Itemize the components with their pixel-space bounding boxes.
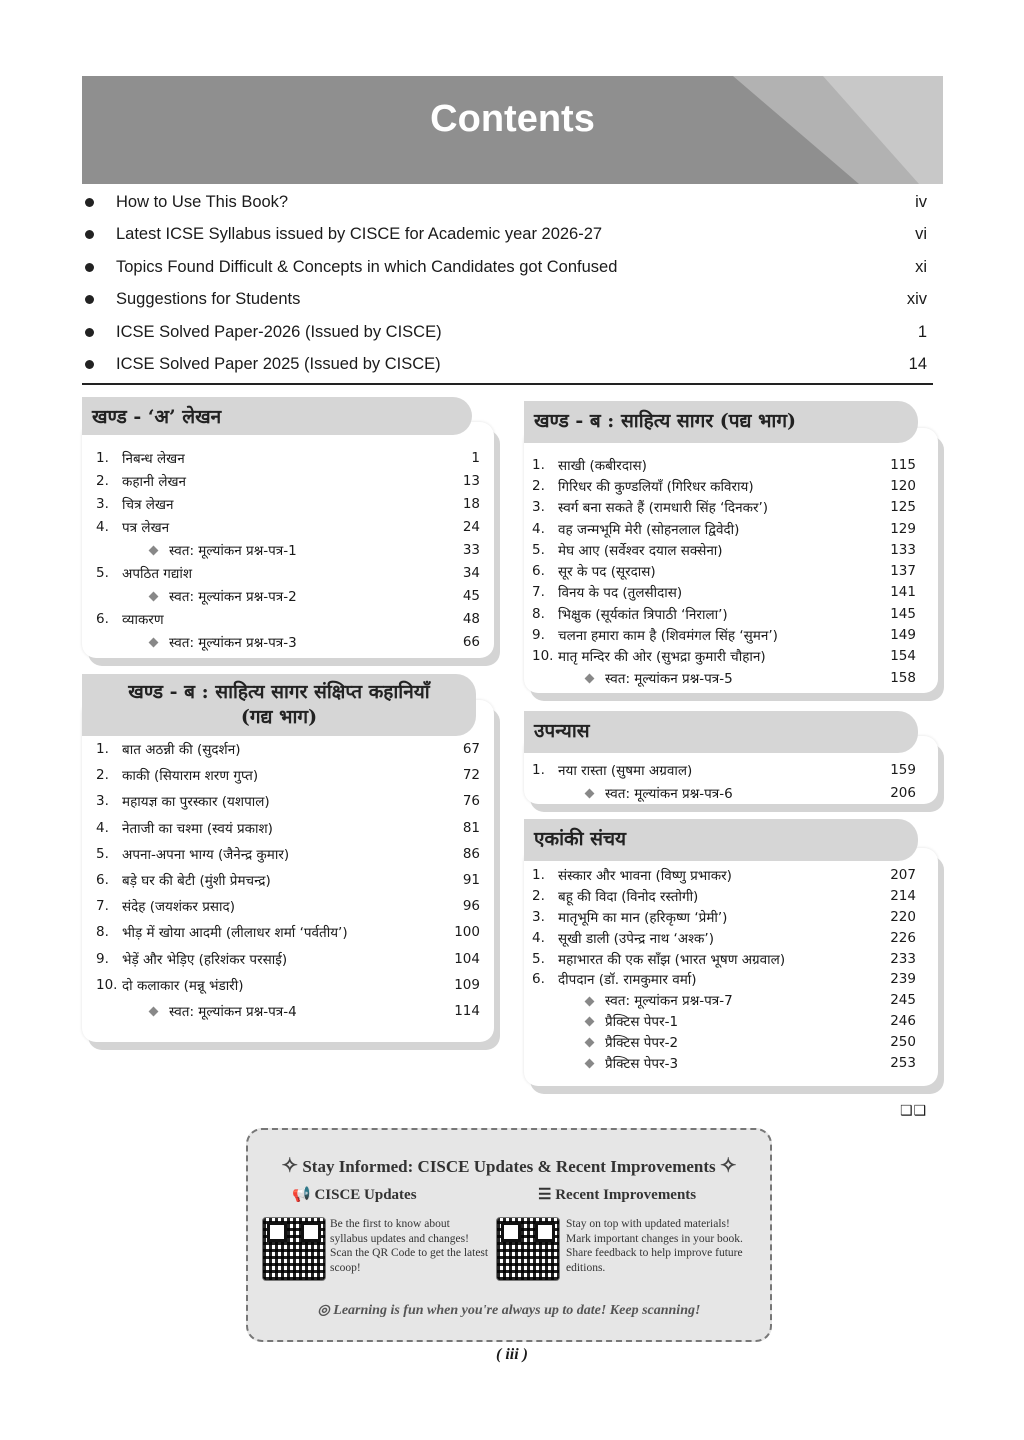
toc-item-number: 3. [532, 908, 545, 925]
intro-item-page: 14 [908, 355, 927, 374]
promo-title: Stay Informed: CISCE Updates & Recent Improvements [302, 1157, 716, 1176]
toc-item-page: 214 [890, 888, 916, 905]
diamond-bullet-icon [585, 1059, 595, 1069]
toc-item-title [122, 587, 446, 605]
toc-item-page: 86 [462, 845, 480, 862]
toc-item-page: 33 [462, 541, 480, 558]
divider [82, 383, 933, 385]
toc-item-number: 6. [532, 971, 545, 988]
toc-item-number: 8. [96, 924, 109, 941]
toc-item-label: अपना-अपना भाग्य (जैनेन्द्र कुमार) [122, 846, 290, 863]
intro-item-page: iv [915, 192, 927, 211]
toc-item-label: प्रैक्टिस पेपर-3 [605, 1055, 679, 1072]
toc-item-page: 129 [890, 520, 916, 537]
section-ekanki-title: एकांकी संचय [524, 819, 918, 861]
toc-item[interactable] [96, 972, 480, 998]
toc-item-label: वह जन्मभूमि मेरी (सोहनलाल द्विवेदी) [558, 521, 740, 538]
toc-item-page: 81 [462, 819, 480, 836]
toc-item-number: 9. [532, 627, 545, 644]
toc-item[interactable] [96, 841, 480, 867]
cisce-updates-text: Be the first to know about syllabus updates and changes! Scan the QR Code to get the latest scoop! [330, 1218, 489, 1274]
toc-item-label: स्वत: मूल्यांकन प्रश्न-पत्र-6 [605, 785, 733, 802]
toc-item-page: 67 [462, 741, 480, 758]
toc-item-label: नया रास्ता (सुषमा अग्रवाल) [558, 762, 693, 779]
toc-item-number: 9. [96, 950, 109, 967]
toc-item-label: स्वत: मूल्यांकन प्रश्न-पत्र-7 [605, 993, 733, 1010]
toc-item[interactable] [96, 788, 480, 814]
diamond-bullet-icon [585, 1038, 595, 1048]
toc-item-label: कहानी लेखन [122, 473, 187, 490]
toc-item-number: 3. [96, 793, 109, 810]
intro-item[interactable] [82, 284, 933, 317]
toc-item-number: 4. [532, 929, 545, 946]
toc-item[interactable] [532, 603, 916, 624]
toc-item-number: 4. [532, 520, 545, 537]
toc-item-label: महाभारत की एक साँझ (भारत भूषण अग्रवाल) [558, 951, 786, 968]
toc-item-label: भीड़ में खोया आदमी (लीलाधर शर्मा ‘पर्वतीय’) [122, 925, 348, 942]
toc-subitem[interactable] [532, 781, 916, 804]
toc-item-page: 154 [890, 648, 916, 665]
toc-item-label: संस्कार और भावना (विष्णु प्रभाकर) [558, 868, 732, 885]
toc-subitem[interactable] [532, 1031, 916, 1052]
intro-item[interactable] [82, 316, 933, 349]
toc-item-label: सूर के पद (सूरदास) [558, 564, 656, 581]
toc-item-number: 2. [96, 767, 109, 784]
toc-item-page: 48 [462, 610, 480, 627]
toc-subitem[interactable] [96, 538, 480, 561]
toc-item-label: संदेह (जयशंकर प्रसाद) [122, 899, 235, 916]
toc-item-page: 145 [890, 605, 916, 622]
toc-item[interactable] [532, 518, 916, 539]
toc-item-title [122, 541, 446, 559]
toc-item-label: दीपदान (डॉ. रामकुमार वर्मा) [558, 972, 697, 989]
toc-subitem[interactable] [532, 990, 916, 1011]
toc-item-number: 10. [96, 976, 118, 993]
intro-item-page: xi [915, 257, 927, 276]
toc-item-page: 206 [890, 784, 916, 801]
toc-item-page: 149 [890, 627, 916, 644]
bullet-icon [85, 230, 94, 239]
section-gadya-title-line1: खण्ड - ब : साहित्य सागर संक्षिप्त कहानियाँ [128, 681, 430, 703]
toc-item-number: 2. [532, 477, 545, 494]
toc-item-page: 66 [462, 633, 480, 650]
section-ekanki-list [532, 865, 916, 1073]
toc-item-page: 104 [454, 950, 480, 967]
section-padya-list [532, 454, 916, 688]
toc-item-title [122, 633, 446, 651]
toc-item-label: बात अठन्नी की (सुदर्शन) [122, 742, 241, 759]
list-icon: ☰ [538, 1187, 552, 1203]
toc-item-number: 2. [96, 472, 109, 489]
toc-item-label: विनय के पद (तुलसीदास) [558, 585, 683, 602]
toc-item[interactable] [532, 758, 916, 781]
toc-item-title [558, 1012, 882, 1030]
toc-item[interactable] [96, 561, 480, 584]
qr-code-updates[interactable] [262, 1217, 326, 1281]
diamond-bullet-icon [149, 546, 159, 556]
toc-item-label: व्याकरण [122, 611, 164, 628]
toc-item-page: 13 [462, 472, 480, 489]
toc-item-label: भिक्षुक (सूर्यकांत त्रिपाठी ‘निराला’) [558, 606, 728, 623]
intro-item-title: ICSE Solved Paper 2025 (Issued by CISCE) [116, 355, 441, 374]
toc-subitem[interactable] [96, 630, 480, 653]
promo-title-row [248, 1153, 770, 1178]
intro-item[interactable] [82, 349, 933, 382]
diamond-bullet-icon [149, 638, 159, 648]
promo-footer-text: Learning is fun when you're always up to date! Keep scanning! [333, 1303, 701, 1318]
toc-item-page: 100 [454, 924, 480, 941]
intro-item-title: ICSE Solved Paper-2026 (Issued by CISCE) [116, 322, 442, 341]
toc-item-page: 109 [454, 976, 480, 993]
toc-item-page: 125 [890, 499, 916, 516]
toc-item-title [558, 784, 882, 802]
toc-item-number: 6. [532, 563, 545, 580]
toc-item-title [122, 1002, 446, 1020]
promo-footer [248, 1302, 770, 1319]
toc-item-page: 45 [462, 587, 480, 604]
toc-item[interactable] [532, 475, 916, 496]
promo-box [246, 1128, 772, 1342]
toc-item-label: बहू की विदा (विनोद रस्तोगी) [558, 889, 699, 906]
toc-item-label: पत्र लेखन [122, 519, 170, 536]
toc-item-label: निबन्ध लेखन [122, 450, 185, 467]
toc-item-number: 1. [96, 449, 109, 466]
toc-item[interactable] [96, 762, 480, 788]
cisce-updates-label: CISCE Updates [314, 1187, 417, 1203]
toc-item[interactable] [96, 492, 480, 515]
toc-item-number: 5. [532, 541, 545, 558]
toc-item-label: स्वत: मूल्यांकन प्रश्न-पत्र-5 [605, 670, 733, 687]
toc-item[interactable] [532, 624, 916, 645]
recent-improvements-label: Recent Improvements [555, 1187, 697, 1203]
toc-item-page: 91 [462, 872, 480, 889]
toc-item-page: 250 [890, 1033, 916, 1050]
toc-item-label: काकी (सियाराम शरण गुप्त) [122, 768, 259, 785]
toc-item-page: 220 [890, 908, 916, 925]
toc-item-number: 2. [532, 888, 545, 905]
recent-improvements-text: Stay on top with updated materials! Mark important changes in your book. Share feedback to help improve future editions. [566, 1218, 743, 1274]
toc-item-page: 120 [890, 477, 916, 494]
toc-item-page: 239 [890, 971, 916, 988]
diamond-bullet-icon [585, 996, 595, 1006]
toc-item-page: 1 [471, 449, 480, 466]
toc-item-label: मातृ मन्दिर की ओर (सुभद्रा कुमारी चौहान) [558, 649, 766, 666]
toc-item-label: चित्र लेखन [122, 496, 174, 513]
toc-item-title [558, 669, 882, 687]
bullet-icon [85, 360, 94, 369]
toc-item-label: नेताजी का चश्मा (स्वयं प्रकाश) [122, 820, 273, 837]
toc-item[interactable] [96, 919, 480, 945]
toc-item-label: चलना हमारा काम है (शिवमंगल सिंह ‘सुमन’) [558, 628, 778, 645]
section-lekhan-list [96, 446, 480, 653]
toc-item-label: स्वत: मूल्यांकन प्रश्न-पत्र-1 [169, 542, 297, 559]
toc-item-page: 253 [890, 1054, 916, 1071]
diamond-bullet-icon [585, 1017, 595, 1027]
toc-item-page: 34 [462, 564, 480, 581]
intro-item[interactable] [82, 251, 933, 284]
sparkle-icon: ✧ [719, 1155, 737, 1177]
bullet-icon [85, 295, 94, 304]
toc-item-number: 1. [532, 867, 545, 884]
section-upanyas-list [532, 758, 916, 804]
toc-item[interactable] [532, 886, 916, 907]
toc-item[interactable] [532, 646, 916, 667]
toc-item-page: 115 [890, 456, 916, 473]
toc-item-page: 207 [890, 867, 916, 884]
diamond-bullet-icon [585, 789, 595, 799]
recent-improvements-heading [538, 1185, 696, 1204]
toc-item[interactable] [532, 539, 916, 560]
toc-item-label: भेड़ें और भेड़िए (हरिशंकर परसाई) [122, 951, 288, 968]
intro-item-title: Suggestions for Students [116, 290, 301, 309]
toc-item-label: मातृभूमि का मान (हरिकृष्ण ‘प्रेमी’) [558, 909, 728, 926]
toc-item-label: प्रैक्टिस पेपर-2 [605, 1034, 679, 1051]
page-title: Contents [430, 98, 595, 140]
toc-item-label: प्रैक्टिस पेपर-1 [605, 1013, 679, 1030]
toc-subitem[interactable] [96, 584, 480, 607]
toc-item-page: 226 [890, 929, 916, 946]
toc-item-label: गिरिधर की कुण्डलियाँ (गिरिधर कविराय) [558, 478, 754, 495]
toc-item[interactable] [532, 454, 916, 475]
toc-item-title [558, 991, 882, 1009]
section-padya-title: खण्ड - ब : साहित्य सागर (पद्य भाग) [524, 401, 918, 443]
toc-item-page: 96 [462, 898, 480, 915]
toc-item-page: 114 [454, 1002, 480, 1019]
toc-item[interactable] [96, 893, 480, 919]
intro-item[interactable] [82, 219, 933, 252]
qr-code-improvements[interactable] [496, 1217, 560, 1281]
target-icon: ◎ [317, 1303, 330, 1318]
toc-item-page: 159 [890, 761, 916, 778]
intro-item-page: xiv [906, 290, 927, 309]
bullet-icon [85, 263, 94, 272]
toc-item-page: 141 [890, 584, 916, 601]
toc-item[interactable] [532, 948, 916, 969]
intro-list [82, 186, 933, 381]
toc-item-title [558, 1033, 882, 1051]
toc-item-number: 3. [96, 495, 109, 512]
toc-item-page: 245 [890, 992, 916, 1009]
toc-item-label: मेघ आए (सर्वेश्वर दयाल सक्सेना) [558, 542, 723, 559]
toc-item-page: 76 [462, 793, 480, 810]
toc-item-title [558, 1054, 882, 1072]
toc-item-number: 7. [96, 898, 109, 915]
toc-item-label: अपठित गद्यांश [122, 565, 193, 582]
toc-item[interactable] [532, 907, 916, 928]
toc-item[interactable] [532, 497, 916, 518]
toc-item[interactable] [96, 469, 480, 492]
diamond-bullet-icon [585, 674, 595, 684]
contents-header [82, 76, 943, 184]
toc-item-number: 10. [532, 648, 554, 665]
toc-item-page: 246 [890, 1012, 916, 1029]
section-gadya-list [96, 736, 480, 1024]
bullet-icon [85, 328, 94, 337]
toc-item[interactable] [532, 865, 916, 886]
toc-item-label: सूखी डाली (उपेन्द्र नाथ ‘अश्क’) [558, 930, 714, 947]
intro-item-page: vi [915, 225, 927, 244]
intro-item-title: How to Use This Book? [116, 192, 289, 211]
toc-item[interactable] [532, 560, 916, 581]
toc-item[interactable] [96, 815, 480, 841]
intro-item-title: Topics Found Difficult & Concepts in which Candidates got Confused [116, 257, 618, 276]
toc-item-number: 3. [532, 499, 545, 516]
toc-item-label: साखी (कबीरदास) [558, 457, 647, 474]
toc-item-page: 158 [890, 669, 916, 686]
toc-item-label: बड़े घर की बेटी (मुंशी प्रेमचन्द्र) [122, 873, 271, 890]
toc-item[interactable] [532, 927, 916, 948]
toc-item[interactable] [532, 969, 916, 990]
toc-subitem[interactable] [532, 1011, 916, 1032]
toc-item-label: दो कलाकार (मन्नू भंडारी) [122, 977, 244, 994]
section-lekhan-title: खण्ड - ‘अ’ लेखन [82, 397, 472, 435]
end-mark: ❑❑ [900, 1103, 928, 1119]
toc-item-number: 1. [532, 456, 545, 473]
toc-item[interactable] [96, 446, 480, 469]
bullet-icon [85, 198, 94, 207]
toc-item-number: 8. [532, 605, 545, 622]
toc-item-number: 5. [96, 845, 109, 862]
intro-item-page: 1 [917, 322, 927, 341]
toc-item-page: 233 [890, 950, 916, 967]
toc-item[interactable] [96, 736, 480, 762]
toc-item-number: 5. [532, 950, 545, 967]
megaphone-icon: 📢 [292, 1187, 311, 1203]
toc-item-label: स्वत: मूल्यांकन प्रश्न-पत्र-2 [169, 588, 297, 605]
toc-item-number: 1. [96, 741, 109, 758]
intro-item-title: Latest ICSE Syllabus issued by CISCE for Academic year 2026-27 [116, 225, 603, 244]
toc-item-number: 4. [96, 518, 109, 535]
diamond-bullet-icon [149, 592, 159, 602]
toc-item[interactable] [96, 867, 480, 893]
toc-item-page: 24 [462, 518, 480, 535]
toc-item[interactable] [96, 607, 480, 630]
toc-item-number: 6. [96, 872, 109, 889]
page-number: ( iii ) [496, 1346, 528, 1363]
intro-item[interactable] [82, 186, 933, 219]
toc-subitem[interactable] [532, 667, 916, 688]
toc-item[interactable] [532, 582, 916, 603]
cisce-updates-heading [292, 1185, 417, 1204]
toc-item-page: 133 [890, 541, 916, 558]
diamond-bullet-icon [149, 1007, 159, 1017]
toc-item-label: स्वर्ग बना सकते हैं (रामधारी सिंह ‘दिनकर’) [558, 500, 769, 517]
toc-item-number: 1. [532, 761, 545, 778]
section-gadya-title-line2: (गद्य भाग) [240, 706, 318, 728]
toc-item-page: 72 [462, 767, 480, 784]
toc-subitem[interactable] [532, 1052, 916, 1073]
toc-item-number: 4. [96, 819, 109, 836]
toc-item-page: 137 [890, 563, 916, 580]
section-gadya-title [82, 674, 476, 736]
toc-item-number: 6. [96, 610, 109, 627]
toc-item-label: स्वत: मूल्यांकन प्रश्न-पत्र-4 [169, 1003, 297, 1020]
section-upanyas-title: उपन्यास [524, 711, 918, 753]
toc-item-label: महायज्ञ का पुरस्कार (यशपाल) [122, 794, 270, 811]
toc-item-page: 18 [462, 495, 480, 512]
toc-subitem[interactable] [96, 998, 480, 1024]
sparkle-icon: ✧ [281, 1155, 299, 1177]
toc-item[interactable] [96, 946, 480, 972]
toc-item-number: 5. [96, 564, 109, 581]
toc-item-number: 7. [532, 584, 545, 601]
toc-item-label: स्वत: मूल्यांकन प्रश्न-पत्र-3 [169, 634, 297, 651]
toc-item[interactable] [96, 515, 480, 538]
